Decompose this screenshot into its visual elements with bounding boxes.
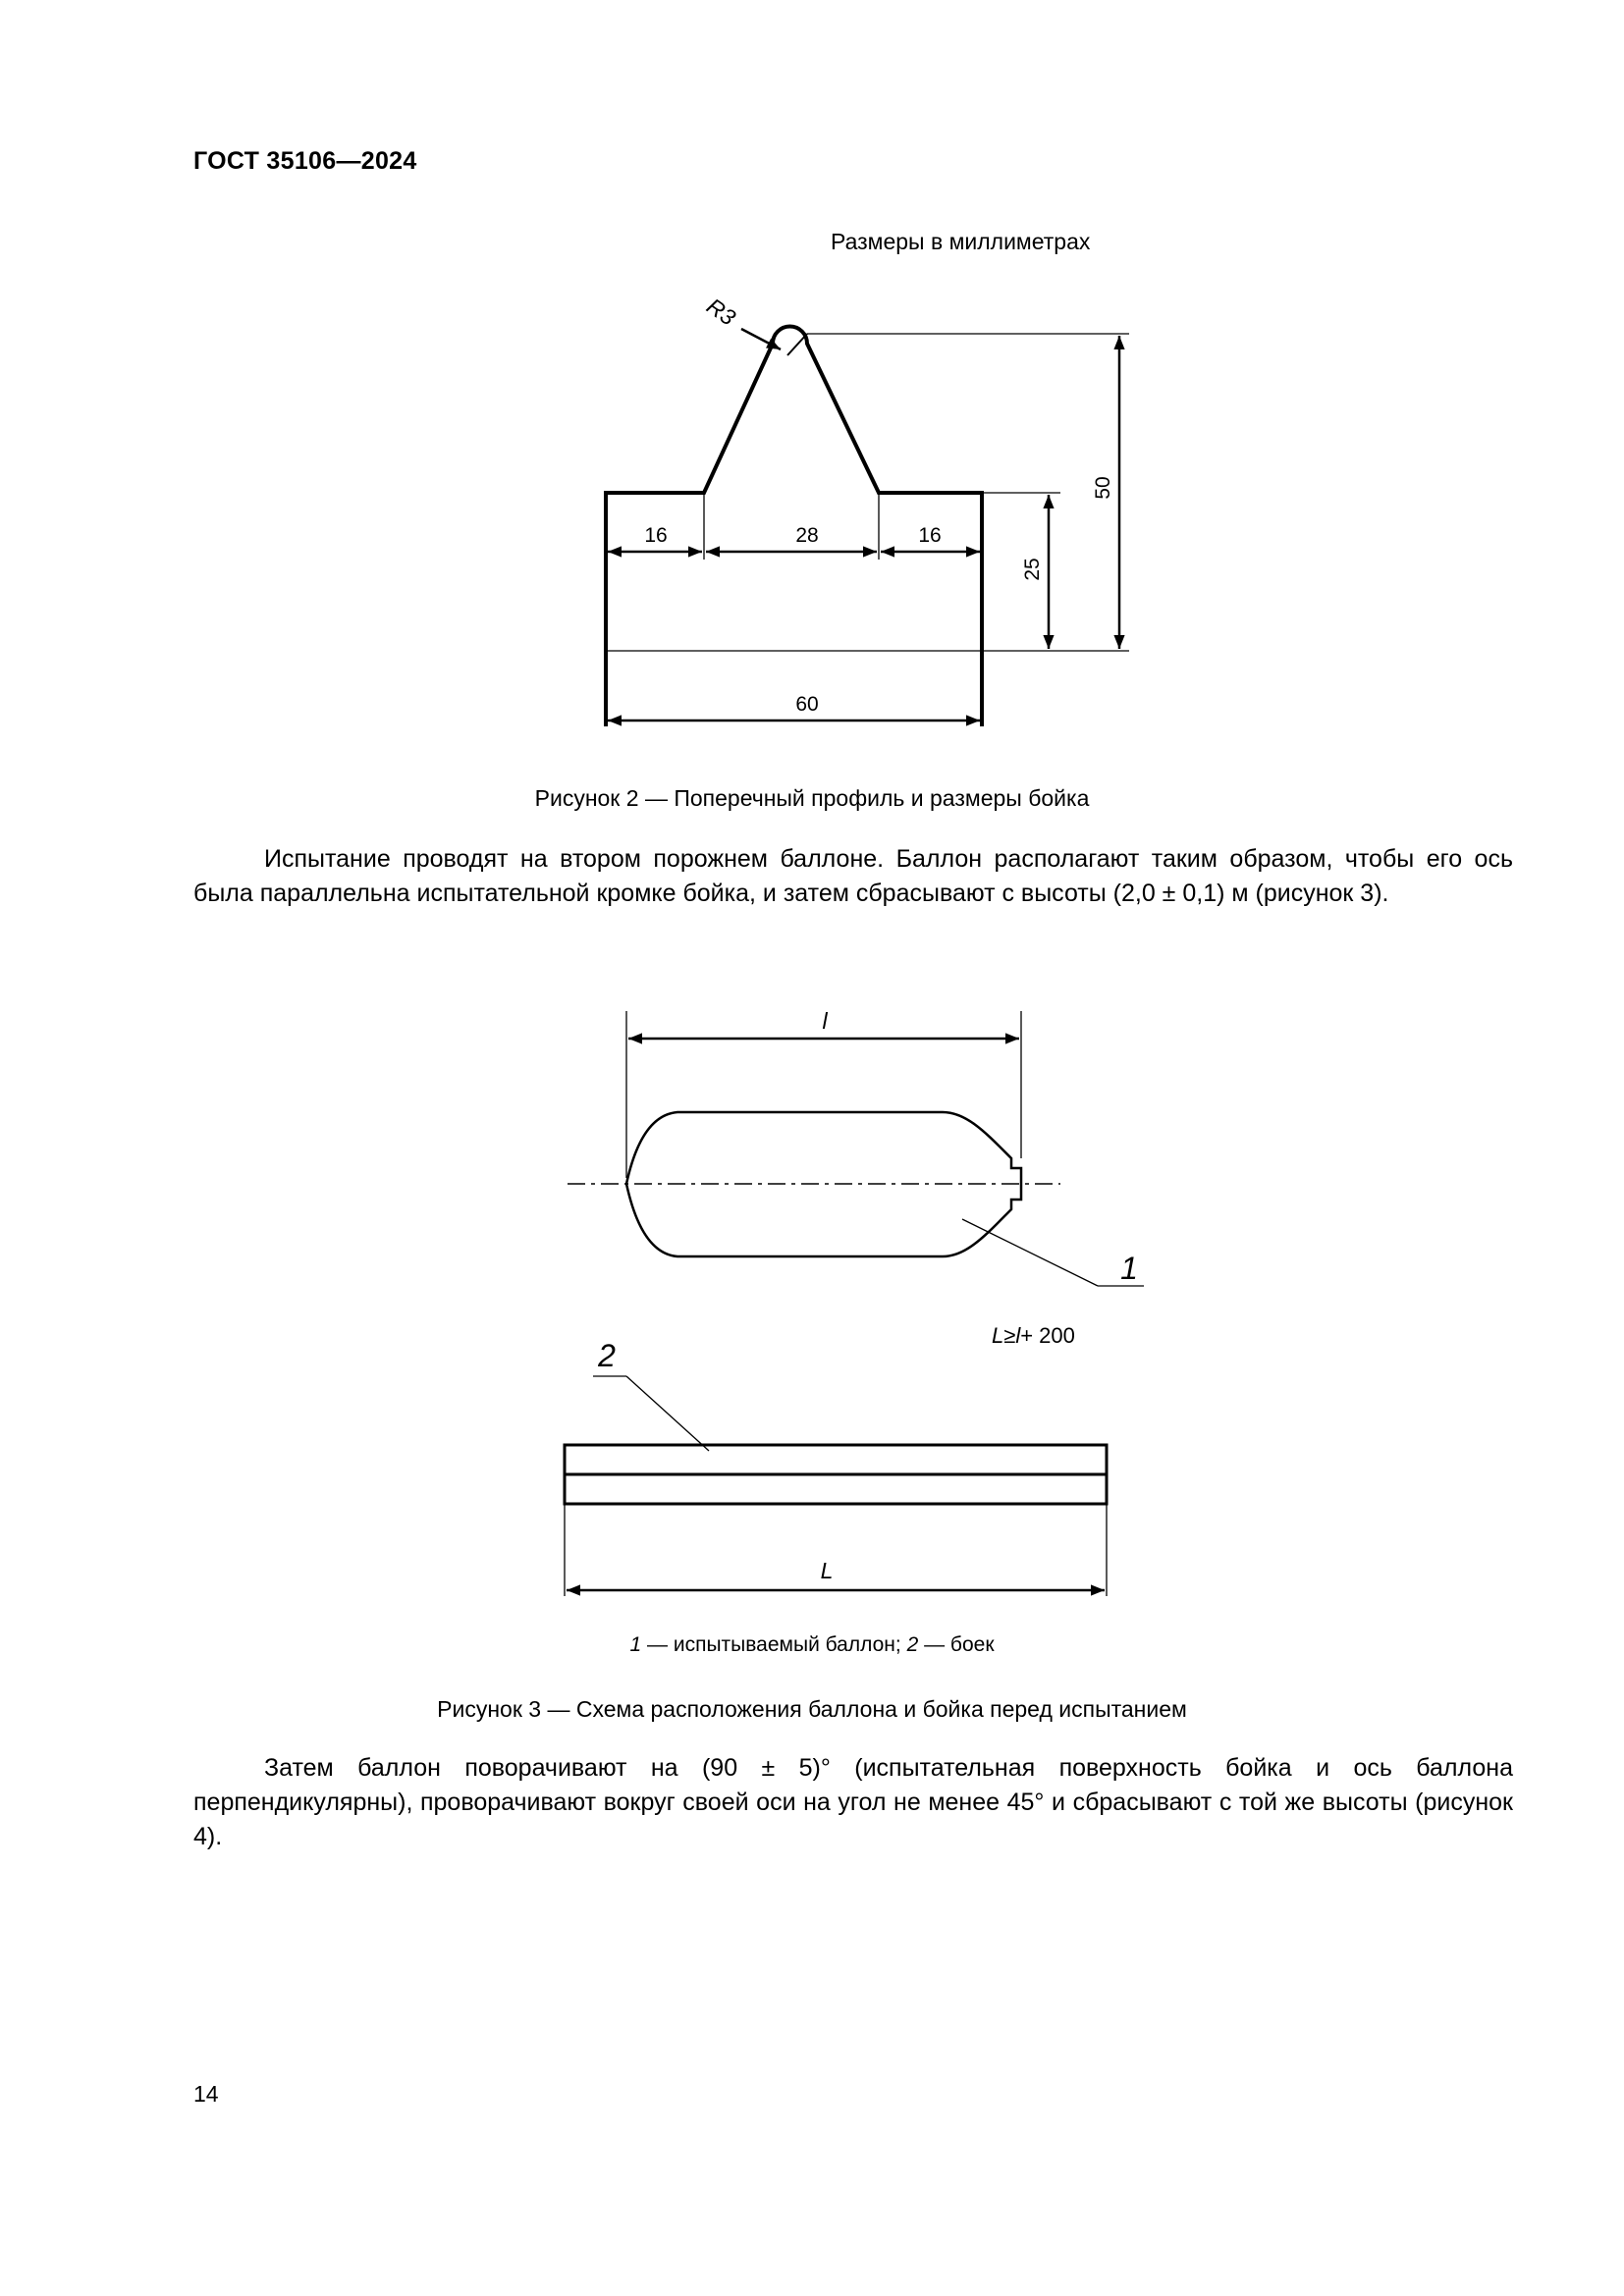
dim-middle-label: 28 xyxy=(795,524,819,547)
paragraph-2-text: Затем баллон поворачивают на (90 ± 5)° (испытательная поверхность бойка и ось баллона перпендикулярны), проворачивают вокруг своей оси на угол не менее 45° и сбрасывают с той же высоты (рисунок 4). xyxy=(193,1754,1513,1850)
relation-text xyxy=(992,1323,1075,1348)
paragraph-1-text: Испытание проводят на втором порожнем баллоне. Баллон располагают таким образом, чтобы его ось была параллельна испытательной кромке бойка, и затем сбрасывают с высоты (2,0 ± 0,1) м (рисунок 3). xyxy=(193,845,1513,907)
units-note: Размеры в миллиметрах xyxy=(831,229,1091,254)
figure-3-legend xyxy=(0,1633,1624,1657)
dim-width-label: 60 xyxy=(795,693,819,716)
figure-3-caption: Рисунок 3 — Схема расположения баллона и бойка перед испытанием xyxy=(437,1696,1187,1722)
legend-item-2-text: — боек xyxy=(924,1633,995,1656)
dim-height-total-label: 50 xyxy=(1092,476,1114,500)
relation-sign: ≥ xyxy=(1003,1323,1016,1348)
relation-add: + 200 xyxy=(1020,1323,1075,1348)
paragraph-2 xyxy=(193,1751,1513,1854)
dim-cylinder-label: l xyxy=(822,1008,828,1034)
legend-item-1-text: — испытываемый баллон; xyxy=(647,1633,901,1656)
relation-l: l xyxy=(1015,1323,1021,1348)
figure-3-drawing xyxy=(0,982,1624,1629)
figure-2-drawing xyxy=(0,0,1624,785)
callout-1: 1 xyxy=(1120,1251,1138,1286)
callout-1-leader xyxy=(962,1219,1098,1286)
paragraph-1 xyxy=(193,842,1513,911)
legend-item-1-num: 1 xyxy=(629,1633,642,1656)
dim-left-label: 16 xyxy=(644,524,668,547)
callout-2: 2 xyxy=(598,1338,616,1373)
document-header: ГОСТ 35106—2024 xyxy=(193,147,417,175)
callout-2-leader xyxy=(626,1376,709,1451)
relation-L: L xyxy=(992,1323,1004,1348)
radius-label: R3 xyxy=(702,293,741,331)
page-number: 14 xyxy=(193,2081,219,2107)
legend-item-2-num: 2 xyxy=(906,1633,919,1656)
dim-striker-label: L xyxy=(820,1558,834,1583)
dim-right-label: 16 xyxy=(918,524,942,547)
figure-2-caption: Рисунок 2 — Поперечный профиль и размеры бойка xyxy=(534,785,1090,811)
dim-height-base-label: 25 xyxy=(1021,558,1044,581)
